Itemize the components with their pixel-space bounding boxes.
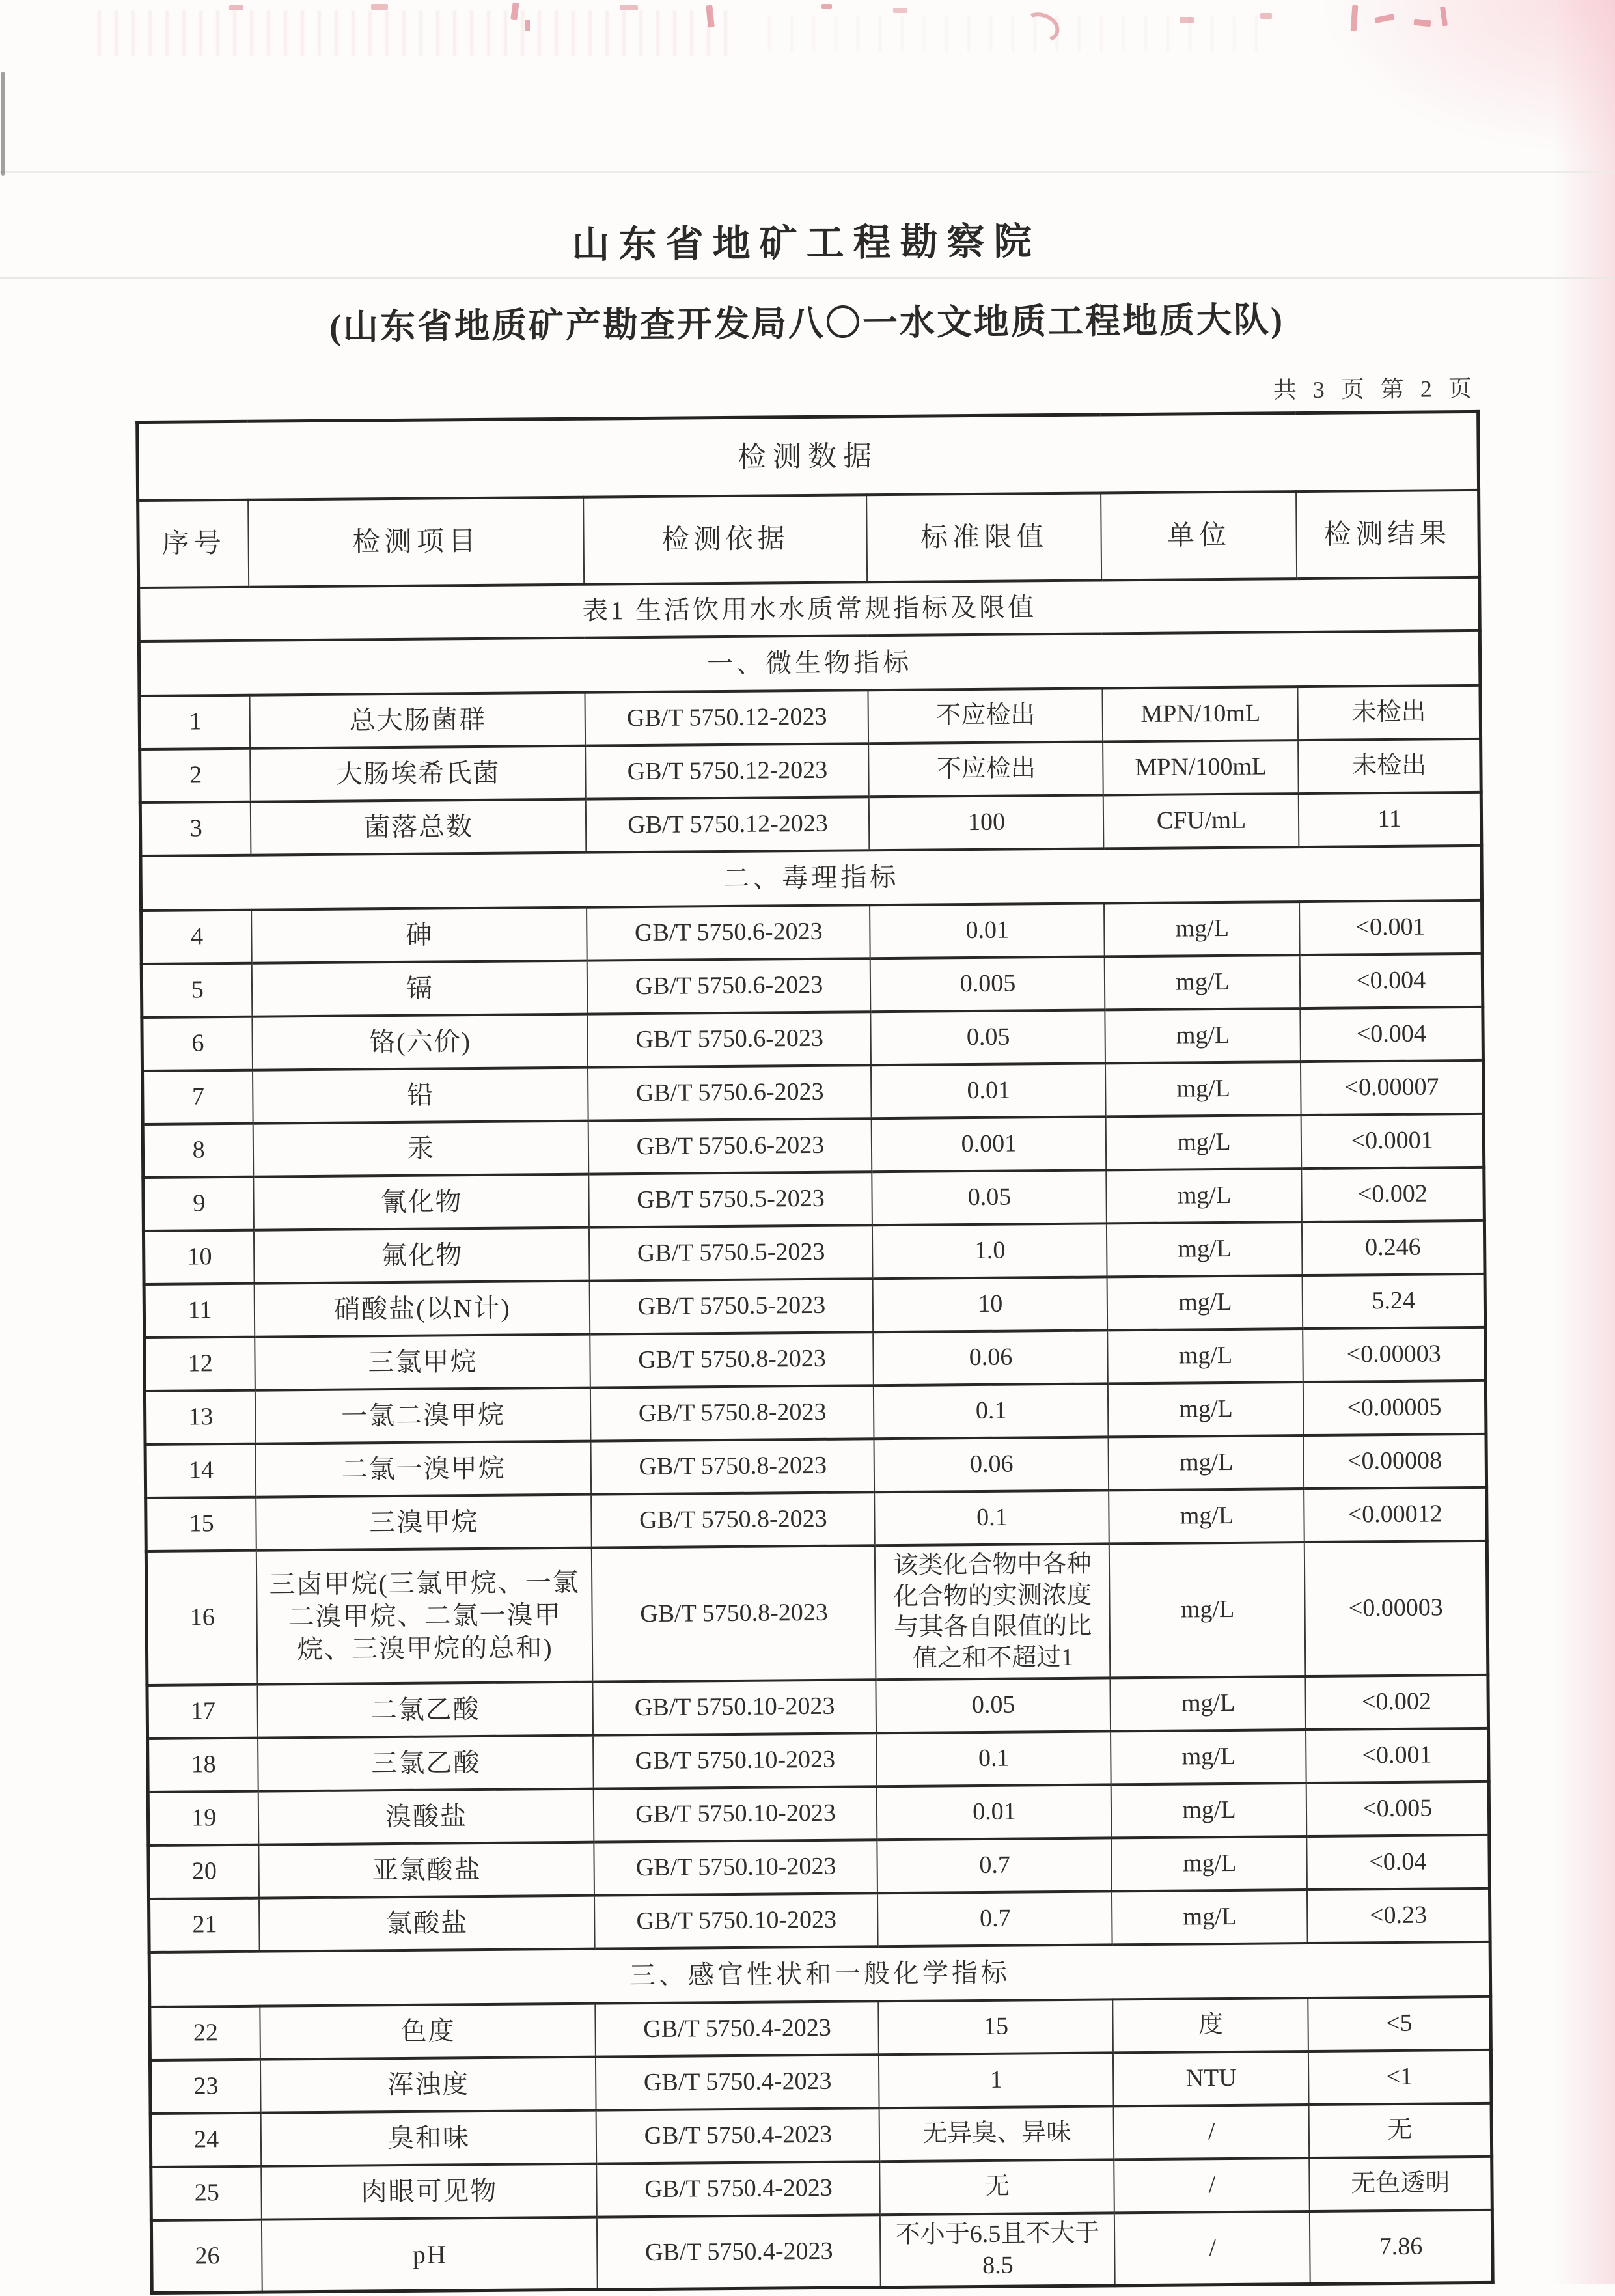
cell-no: 2 — [140, 749, 251, 803]
cell-result: 5.24 — [1303, 1274, 1485, 1329]
cell-result: 11 — [1299, 792, 1482, 847]
cell-no: 4 — [141, 910, 253, 964]
cell-method: GB/T 5750.8-2023 — [591, 1439, 875, 1494]
cell-no: 22 — [150, 2006, 261, 2060]
table-title-row — [137, 411, 1479, 501]
cell-item: 三氯甲烷 — [255, 1335, 591, 1390]
cell-item: 亚氯酸盐 — [259, 1842, 595, 1898]
cell-result: <0.00005 — [1303, 1381, 1486, 1435]
cell-item: 铅 — [253, 1068, 588, 1124]
cell-item: 大肠埃希氏菌 — [251, 746, 587, 802]
cell-method: GB/T 5750.6-2023 — [587, 905, 871, 960]
cell-no: 25 — [151, 2166, 262, 2220]
cell-unit: mg/L — [1108, 1382, 1304, 1437]
cell-limit: 0.01 — [871, 1063, 1106, 1118]
cell-limit: 0.05 — [872, 1170, 1107, 1225]
cell-unit: mg/L — [1109, 1542, 1306, 1678]
cell-no: 10 — [143, 1230, 255, 1284]
cell-result: <0.00008 — [1304, 1434, 1487, 1489]
table-title: 检测数据 — [137, 411, 1479, 501]
cell-no: 16 — [146, 1551, 258, 1685]
cell-limit: 0.05 — [871, 1010, 1106, 1065]
cell-result: 0.246 — [1302, 1221, 1485, 1275]
cell-limit: 0.1 — [875, 1490, 1110, 1545]
cell-no: 18 — [148, 1738, 259, 1792]
cell-unit: MPN/100mL — [1103, 740, 1299, 795]
cell-no: 11 — [144, 1284, 255, 1338]
cell-result: <0.00003 — [1304, 1541, 1488, 1676]
cell-item: 二氯一溴甲烷 — [256, 1441, 592, 1497]
cell-no: 6 — [142, 1017, 253, 1071]
org-subtitle: (山东省地质矿产勘查开发局八〇一水文地质工程地质大队) — [329, 300, 1285, 347]
cell-limit: 0.005 — [870, 956, 1105, 1012]
section-label: 三、感官性状和一般化学指标 — [149, 1942, 1491, 2007]
cell-item: 砷 — [252, 907, 588, 963]
cell-no: 19 — [148, 1791, 259, 1846]
cell-item: 浑浊度 — [260, 2057, 596, 2113]
cell-limit: 不应检出 — [869, 741, 1104, 797]
cell-result: <0.002 — [1306, 1675, 1489, 1730]
column-header-row — [138, 490, 1480, 588]
cell-method: GB/T 5750.10-2023 — [594, 1840, 878, 1895]
cell-item: 氰化物 — [254, 1174, 590, 1230]
page-number-marker: 共 3 页 第 2 页 — [1273, 375, 1478, 404]
cell-no: 3 — [140, 802, 251, 856]
section-row — [149, 1942, 1491, 2007]
cell-result: <1 — [1308, 2050, 1491, 2105]
cell-no: 7 — [142, 1070, 253, 1124]
cell-method: GB/T 5750.6-2023 — [587, 958, 871, 1014]
cell-unit: mg/L — [1107, 1222, 1303, 1277]
cell-no: 20 — [148, 1845, 260, 1899]
cell-item: 臭和味 — [261, 2110, 597, 2166]
section-label: 一、微生物指标 — [139, 631, 1480, 696]
cell-result: <0.001 — [1300, 900, 1483, 955]
cell-limit: 无异臭、异味 — [879, 2106, 1114, 2161]
cell-method: GB/T 5750.4-2023 — [597, 2215, 881, 2289]
cell-method: GB/T 5750.8-2023 — [590, 1385, 874, 1441]
cell-unit: mg/L — [1109, 1489, 1305, 1543]
cell-method: GB/T 5750.4-2023 — [596, 2108, 880, 2163]
cell-result: <0.004 — [1300, 954, 1483, 1008]
cell-result: <0.004 — [1301, 1007, 1484, 1062]
cell-method: GB/T 5750.8-2023 — [592, 1492, 876, 1547]
cell-limit: 100 — [869, 795, 1104, 850]
cell-limit: 0.01 — [870, 903, 1105, 958]
cell-no: 8 — [143, 1124, 254, 1178]
cell-result: <0.0001 — [1301, 1114, 1484, 1169]
cell-method: GB/T 5750.4-2023 — [596, 2001, 879, 2056]
cell-limit: 15 — [879, 1999, 1114, 2054]
cell-method: GB/T 5750.8-2023 — [592, 1545, 876, 1681]
cell-unit: mg/L — [1105, 902, 1301, 956]
cell-result: 未检出 — [1299, 739, 1482, 794]
cell-item: 总大肠菌群 — [250, 693, 586, 749]
cell-item: 三溴甲烷 — [256, 1495, 592, 1551]
col-header-no: 序号 — [138, 500, 249, 588]
col-header-unit: 单位 — [1101, 491, 1297, 580]
cell-no: 14 — [145, 1444, 256, 1498]
cell-limit: 无 — [880, 2159, 1115, 2215]
cell-limit: 0.06 — [874, 1330, 1109, 1385]
cell-result: <5 — [1308, 1997, 1491, 2051]
cell-item: 溴酸盐 — [258, 1789, 594, 1845]
cell-method: GB/T 5750.5-2023 — [589, 1172, 873, 1227]
cell-result: <0.23 — [1307, 1888, 1490, 1943]
col-header-limit: 标准限值 — [867, 493, 1102, 582]
table-row — [151, 2210, 1493, 2293]
cell-limit: 0.7 — [877, 1891, 1112, 1946]
cell-method: GB/T 5750.6-2023 — [588, 1118, 872, 1174]
table-row — [146, 1541, 1488, 1685]
cell-result: <0.04 — [1307, 1835, 1490, 1890]
cell-item: 汞 — [253, 1121, 589, 1177]
test-data-table — [135, 410, 1495, 2295]
cell-no: 24 — [150, 2113, 262, 2167]
cell-method: GB/T 5750.4-2023 — [597, 2161, 881, 2217]
cell-method: GB/T 5750.10-2023 — [593, 1680, 877, 1735]
cell-no: 5 — [141, 963, 253, 1017]
cell-method: GB/T 5750.5-2023 — [590, 1279, 874, 1334]
cell-item: pH — [262, 2217, 598, 2293]
cell-no: 12 — [145, 1337, 256, 1391]
cell-unit: mg/L — [1109, 1435, 1304, 1490]
section-row — [139, 631, 1480, 696]
cell-limit: 0.1 — [877, 1731, 1112, 1786]
cell-item: 三卤甲烷(三氯甲烷、一氯二溴甲烷、二氯一溴甲烷、三溴甲烷的总和) — [256, 1548, 593, 1685]
cell-limit: 不应检出 — [868, 688, 1103, 743]
col-header-result: 检测结果 — [1297, 490, 1480, 579]
cell-unit: MPN/10mL — [1103, 687, 1299, 741]
cell-no: 23 — [150, 2060, 261, 2114]
cell-item: 三氯乙酸 — [258, 1736, 594, 1791]
cell-unit: mg/L — [1105, 955, 1301, 1010]
col-header-method: 检测依据 — [584, 495, 868, 584]
section-row — [141, 846, 1482, 911]
cell-method: GB/T 5750.10-2023 — [594, 1786, 877, 1842]
table-subtitle: 表1 生活饮用水水质常规指标及限值 — [139, 577, 1480, 641]
cell-result: 7.86 — [1310, 2210, 1493, 2284]
cell-item: 一氯二溴甲烷 — [255, 1388, 591, 1444]
cell-method: GB/T 5750.12-2023 — [586, 743, 870, 799]
cell-unit: mg/L — [1111, 1676, 1306, 1731]
cell-item: 镉 — [252, 961, 588, 1017]
cell-result: <0.00007 — [1301, 1060, 1484, 1115]
cell-no: 17 — [147, 1685, 258, 1739]
section-label: 二、毒理指标 — [141, 846, 1482, 911]
cell-item: 铬(六价) — [253, 1014, 588, 1070]
cell-method: GB/T 5750.5-2023 — [589, 1225, 873, 1280]
cell-result: <0.00003 — [1303, 1327, 1486, 1382]
cell-unit: mg/L — [1105, 1062, 1301, 1116]
col-header-item: 检测项目 — [249, 497, 585, 587]
cell-method: GB/T 5750.10-2023 — [594, 1733, 877, 1788]
cell-limit: 0.05 — [876, 1678, 1111, 1733]
cell-method: GB/T 5750.8-2023 — [590, 1332, 874, 1387]
cell-limit: 0.7 — [877, 1838, 1112, 1893]
cell-no: 15 — [146, 1497, 257, 1551]
cell-limit: 1 — [879, 2053, 1114, 2108]
cell-method: GB/T 5750.6-2023 — [588, 1065, 872, 1120]
cell-item: 二氯乙酸 — [258, 1682, 594, 1738]
cell-method: GB/T 5750.12-2023 — [585, 690, 869, 745]
cell-result: <0.001 — [1306, 1728, 1489, 1783]
cell-no: 21 — [148, 1898, 260, 1952]
cell-method: GB/T 5750.4-2023 — [596, 2054, 879, 2110]
cell-method: GB/T 5750.12-2023 — [586, 797, 870, 852]
cell-unit: 度 — [1113, 1998, 1309, 2053]
cell-unit: mg/L — [1106, 1115, 1302, 1170]
table-body — [139, 631, 1493, 2293]
cell-result: 无色透明 — [1310, 2157, 1493, 2211]
cell-item: 氯酸盐 — [259, 1896, 595, 1952]
cell-unit: mg/L — [1107, 1169, 1303, 1223]
cell-limit: 不小于6.5且不大于8.5 — [880, 2213, 1115, 2287]
cell-limit: 0.06 — [874, 1437, 1109, 1492]
cell-limit: 1.0 — [872, 1223, 1107, 1279]
cell-result: <0.005 — [1306, 1782, 1489, 1836]
cell-unit: CFU/mL — [1103, 794, 1299, 848]
cell-unit: mg/L — [1111, 1783, 1307, 1838]
cell-no: 26 — [151, 2220, 262, 2293]
cell-unit: / — [1114, 2105, 1310, 2159]
cell-unit: NTU — [1113, 2051, 1309, 2106]
cell-item: 肉眼可见物 — [262, 2164, 598, 2220]
cell-unit: / — [1114, 2211, 1310, 2286]
cell-limit: 10 — [873, 1277, 1108, 1332]
cell-method: GB/T 5750.10-2023 — [594, 1893, 878, 1948]
cell-unit: mg/L — [1112, 1836, 1308, 1891]
cell-unit: mg/L — [1112, 1890, 1308, 1944]
cell-limit: 0.01 — [877, 1784, 1112, 1840]
cell-no: 9 — [143, 1177, 255, 1231]
cell-limit: 该类化合物中各种化合物的实测浓度与其各自限值的比值之和不超过1 — [875, 1543, 1111, 1680]
cell-unit: mg/L — [1108, 1329, 1304, 1383]
cell-item: 硝酸盐(以N计) — [255, 1281, 590, 1337]
cell-unit: mg/L — [1111, 1730, 1307, 1784]
cell-unit: mg/L — [1107, 1275, 1303, 1330]
cell-unit: / — [1114, 2158, 1310, 2213]
cell-item: 菌落总数 — [251, 799, 587, 855]
cell-result: <0.002 — [1302, 1167, 1485, 1222]
cell-item: 色度 — [260, 2004, 596, 2060]
cell-no: 13 — [145, 1390, 256, 1445]
cell-unit: mg/L — [1105, 1008, 1301, 1063]
cell-limit: 0.1 — [874, 1383, 1109, 1439]
cell-limit: 0.001 — [872, 1116, 1107, 1172]
cell-method: GB/T 5750.6-2023 — [588, 1012, 872, 1067]
cell-item: 氟化物 — [254, 1228, 590, 1284]
cell-result: 未检出 — [1298, 685, 1481, 740]
cell-no: 1 — [139, 695, 251, 749]
cell-result: <0.00012 — [1304, 1487, 1487, 1542]
cell-result: 无 — [1309, 2103, 1492, 2158]
org-title: 山东省地矿工程勘察院 — [572, 220, 1041, 266]
